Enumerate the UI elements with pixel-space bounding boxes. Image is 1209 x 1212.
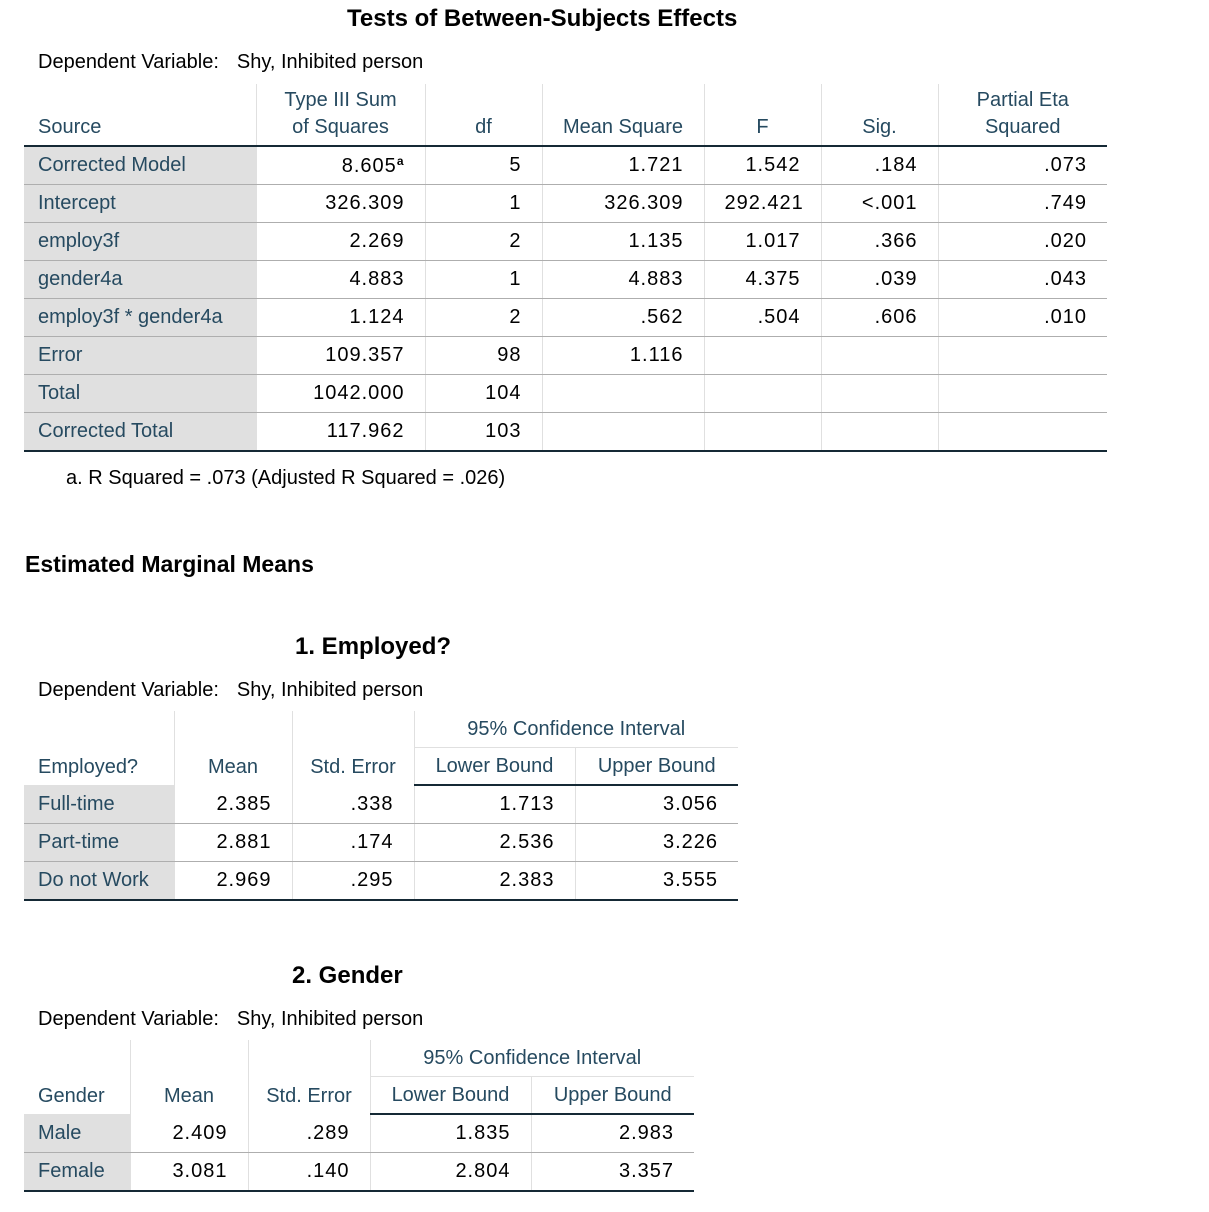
cell-sig xyxy=(821,337,938,375)
dependent-variable-line xyxy=(38,1008,423,1031)
table-row xyxy=(24,299,1107,337)
cell-ss: 1.124 xyxy=(256,299,425,337)
row-label: Error xyxy=(24,337,256,375)
cell-f xyxy=(704,375,821,413)
cell-std-error: .174 xyxy=(292,824,414,862)
cell-eta: .073 xyxy=(938,146,1107,185)
cell-f: 4.375 xyxy=(704,261,821,299)
cell-sig xyxy=(821,413,938,452)
cell-ms xyxy=(542,413,704,452)
cell-lower-bound: 2.383 xyxy=(414,862,575,901)
gender-means-table xyxy=(24,1040,694,1192)
cell-lower-bound: 2.536 xyxy=(414,824,575,862)
cell-upper-bound: 3.226 xyxy=(575,824,738,862)
cell-ms: 4.883 xyxy=(542,261,704,299)
cell-f: .504 xyxy=(704,299,821,337)
cell-ms: 326.309 xyxy=(542,185,704,223)
cell-ms: .562 xyxy=(542,299,704,337)
cell-f xyxy=(704,413,821,452)
row-label: Corrected Total xyxy=(24,413,256,452)
row-label: gender4a xyxy=(24,261,256,299)
row-label: Part-time xyxy=(24,824,174,862)
header-upper-bound: Upper Bound xyxy=(575,747,738,785)
cell-std-error: .140 xyxy=(248,1153,370,1192)
dependent-variable-line xyxy=(38,679,423,702)
cell-std-error: .289 xyxy=(248,1114,370,1153)
header-confidence-interval: 95% Confidence Interval xyxy=(414,711,738,747)
cell-mean: 2.969 xyxy=(174,862,292,901)
cell-upper-bound: 3.357 xyxy=(531,1153,694,1192)
header-f: F xyxy=(704,84,821,146)
cell-eta xyxy=(938,375,1107,413)
header-sig: Sig. xyxy=(821,84,938,146)
table-row xyxy=(24,146,1107,185)
row-label: Full-time xyxy=(24,785,174,824)
cell-eta: .749 xyxy=(938,185,1107,223)
cell-df: 2 xyxy=(425,299,542,337)
header-std-error: Std. Error xyxy=(292,711,414,785)
cell-lower-bound: 1.713 xyxy=(414,785,575,824)
table-row xyxy=(24,1153,694,1192)
cell-sig: .366 xyxy=(821,223,938,261)
employed-means-table xyxy=(24,711,738,901)
cell-ms: 1.721 xyxy=(542,146,704,185)
cell-sig: .039 xyxy=(821,261,938,299)
row-label: Intercept xyxy=(24,185,256,223)
header-mean-square: Mean Square xyxy=(542,84,704,146)
cell-std-error: .295 xyxy=(292,862,414,901)
table-row xyxy=(24,261,1107,299)
cell-sig: .606 xyxy=(821,299,938,337)
cell-df: 1 xyxy=(425,261,542,299)
row-label: Total xyxy=(24,375,256,413)
table-row xyxy=(24,337,1107,375)
cell-lower-bound: 2.804 xyxy=(370,1153,531,1192)
row-label: Female xyxy=(24,1153,130,1192)
row-label: employ3f * gender4a xyxy=(24,299,256,337)
cell-f: 1.542 xyxy=(704,146,821,185)
dependent-variable-label: Dependent Variable: xyxy=(38,1008,219,1030)
cell-ss: 4.883 xyxy=(256,261,425,299)
cell-mean: 2.385 xyxy=(174,785,292,824)
cell-ms: 1.135 xyxy=(542,223,704,261)
dependent-variable-line xyxy=(38,51,423,74)
cell-df: 104 xyxy=(425,375,542,413)
cell-df: 1 xyxy=(425,185,542,223)
header-factor: Employed? xyxy=(38,756,139,778)
cell-df: 103 xyxy=(425,413,542,452)
dependent-variable-value: Shy, Inhibited person xyxy=(236,51,424,73)
cell-ms: 1.116 xyxy=(542,337,704,375)
cell-f: 1.017 xyxy=(704,223,821,261)
cell-eta xyxy=(938,337,1107,375)
dependent-variable-value: Shy, Inhibited person xyxy=(236,1008,424,1030)
cell-sig: <.001 xyxy=(821,185,938,223)
cell-ms xyxy=(542,375,704,413)
cell-df: 98 xyxy=(425,337,542,375)
row-label: Do not Work xyxy=(24,862,174,901)
cell-upper-bound: 3.555 xyxy=(575,862,738,901)
cell-ss: 2.269 xyxy=(256,223,425,261)
cell-upper-bound: 2.983 xyxy=(531,1114,694,1153)
cell-df: 5 xyxy=(425,146,542,185)
row-label: Corrected Model xyxy=(24,146,256,185)
gender-table-title: 2. Gender xyxy=(292,962,403,989)
table-row xyxy=(24,1114,694,1153)
cell-mean: 2.409 xyxy=(130,1114,248,1153)
header-confidence-interval: 95% Confidence Interval xyxy=(370,1040,694,1076)
table-row xyxy=(24,824,738,862)
cell-f xyxy=(704,337,821,375)
cell-mean: 3.081 xyxy=(130,1153,248,1192)
cell-mean: 2.881 xyxy=(174,824,292,862)
between-subjects-table xyxy=(24,84,1107,452)
table-row xyxy=(24,785,738,824)
row-label: Male xyxy=(24,1114,130,1153)
cell-ss: 117.962 xyxy=(256,413,425,452)
cell-ss: 109.357 xyxy=(256,337,425,375)
header-mean: Mean xyxy=(130,1040,248,1114)
header-source: Source xyxy=(24,84,256,146)
table-row xyxy=(24,185,1107,223)
header-type3-ss: Type III Sum of Squares xyxy=(256,84,425,146)
table-row xyxy=(24,375,1107,413)
table-row xyxy=(24,862,738,901)
header-partial-eta: Partial Eta Squared xyxy=(938,84,1107,146)
row-label: employ3f xyxy=(24,223,256,261)
header-lower-bound: Lower Bound xyxy=(370,1076,531,1114)
header-upper-bound: Upper Bound xyxy=(531,1076,694,1114)
header-lower-bound: Lower Bound xyxy=(414,747,575,785)
header-mean: Mean xyxy=(174,711,292,785)
cell-lower-bound: 1.835 xyxy=(370,1114,531,1153)
cell-ss: 326.309 xyxy=(256,185,425,223)
footnote-marker: a xyxy=(396,153,405,168)
table-footnote: a. R Squared = .073 (Adjusted R Squared = .026) xyxy=(66,467,506,489)
header-factor: Gender xyxy=(38,1085,105,1107)
cell-sig xyxy=(821,375,938,413)
cell-eta: .043 xyxy=(938,261,1107,299)
estimated-marginal-means-title: Estimated Marginal Means xyxy=(25,551,314,577)
header-std-error: Std. Error xyxy=(248,1040,370,1114)
cell-upper-bound: 3.056 xyxy=(575,785,738,824)
cell-df: 2 xyxy=(425,223,542,261)
dependent-variable-value: Shy, Inhibited person xyxy=(236,679,424,701)
table-row xyxy=(24,223,1107,261)
cell-eta xyxy=(938,413,1107,452)
cell-ss: 8.605$^a$ xyxy=(256,146,425,185)
cell-std-error: .338 xyxy=(292,785,414,824)
cell-f: 292.421 xyxy=(704,185,821,223)
cell-eta: .010 xyxy=(938,299,1107,337)
dependent-variable-label: Dependent Variable: xyxy=(38,51,219,73)
cell-ss: 1042.000 xyxy=(256,375,425,413)
cell-eta: .020 xyxy=(938,223,1107,261)
between-subjects-title: Tests of Between-Subjects Effects xyxy=(347,5,738,32)
table-row xyxy=(24,413,1107,452)
cell-sig: .184 xyxy=(821,146,938,185)
employed-table-title: 1. Employed? xyxy=(295,633,452,660)
dependent-variable-label: Dependent Variable: xyxy=(38,679,219,701)
between-subjects-body xyxy=(24,146,1107,451)
header-df: df xyxy=(425,84,542,146)
